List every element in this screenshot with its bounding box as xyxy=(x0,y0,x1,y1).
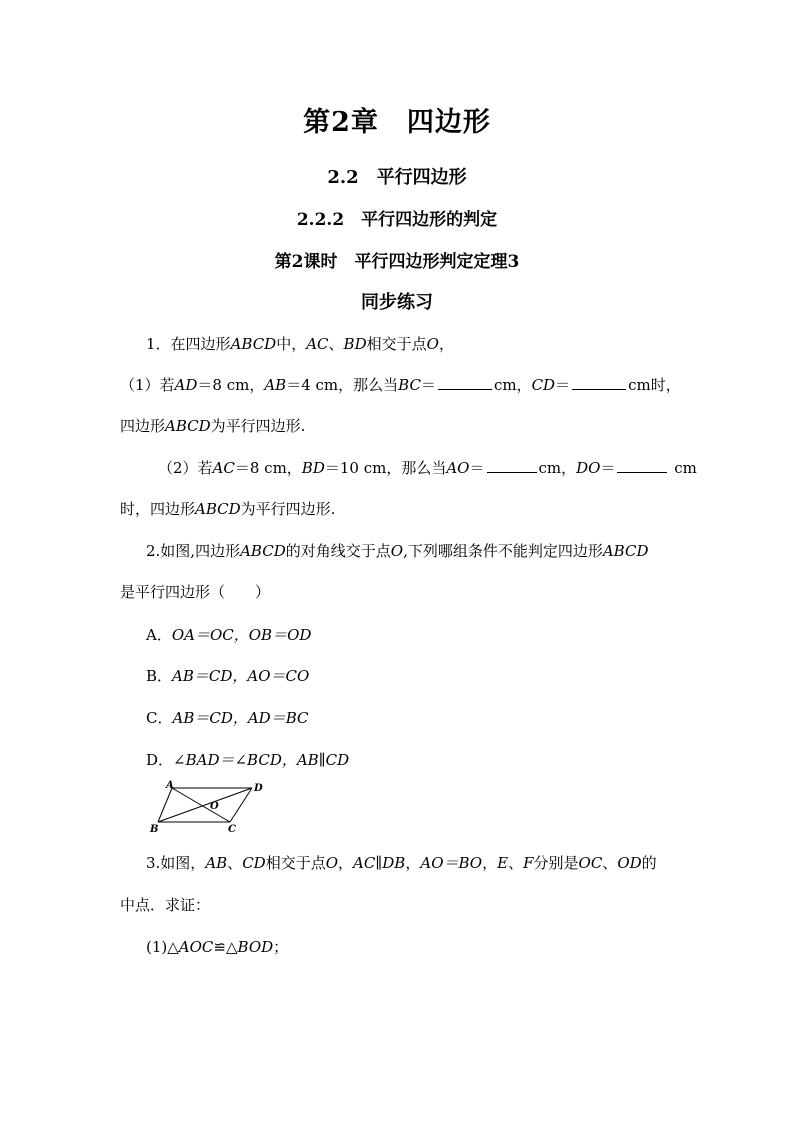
q3-stem-line1: 3.如图，AB、CD相交于点O，AC∥DB，AO＝BO，E、F分别是OC、OD的 xyxy=(146,854,657,872)
q2-option-c[interactable]: C．AB＝CD，AD＝BC xyxy=(146,709,309,727)
q2-option-a[interactable]: A．OA＝OC，OB＝OD xyxy=(146,626,312,644)
q1-part2-line2: 时，四边形ABCD为平行四边形. xyxy=(120,500,336,518)
q1-do-blank[interactable] xyxy=(617,471,667,473)
q1-bc-blank[interactable] xyxy=(438,388,492,390)
q1-part1-line2: 四边形ABCD为平行四边形. xyxy=(120,417,306,435)
q2-stem-line1: 2.如图,四边形ABCD的对角线交于点O,下列哪组条件不能判定四边形ABCD xyxy=(146,542,649,560)
parallelogram-figure xyxy=(146,780,266,836)
chapter-title: 第2章 四边形 xyxy=(303,107,491,138)
label-d: D xyxy=(254,783,263,794)
label-o: O xyxy=(210,801,219,812)
q1-part1-line1: （1）若AD＝8 cm，AB＝4 cm，那么当BC＝ cm，CD＝ cm时， xyxy=(120,376,681,394)
q1-cd-blank[interactable] xyxy=(572,388,626,390)
diagonal-ac xyxy=(172,788,230,822)
q1-part2-line1: （2）若AC＝8 cm，BD＝10 cm，那么当AO＝ cm，DO＝ cm xyxy=(158,459,697,477)
q3-stem-line2: 中点．求证： xyxy=(120,896,211,914)
q1-stem: 1．在四边形ABCD中，AC、BD相交于点O， xyxy=(146,335,454,353)
edge-ba xyxy=(158,788,172,822)
label-a: A xyxy=(166,780,174,791)
label-b: B xyxy=(150,824,159,835)
q3-part1: (1)△AOC≌△BOD； xyxy=(146,938,289,956)
practice-title: 同步练习 xyxy=(361,292,433,313)
q2-stem-line2: 是平行四边形（ ） xyxy=(120,583,271,601)
diagonal-bd xyxy=(158,788,252,822)
q2-option-b[interactable]: B．AB＝CD，AO＝CO xyxy=(146,667,310,685)
edge-dc xyxy=(230,788,252,822)
subsection-title: 2.2.2 平行四边形的判定 xyxy=(296,210,498,230)
label-c: C xyxy=(228,824,236,835)
section-title: 2.2 平行四边形 xyxy=(327,167,467,188)
q1-ao-blank[interactable] xyxy=(487,471,537,473)
q2-option-d[interactable]: D．∠BAD＝∠BCD，AB∥CD xyxy=(146,751,350,769)
lesson-title: 第2课时 平行四边形判定定理3 xyxy=(274,252,520,272)
